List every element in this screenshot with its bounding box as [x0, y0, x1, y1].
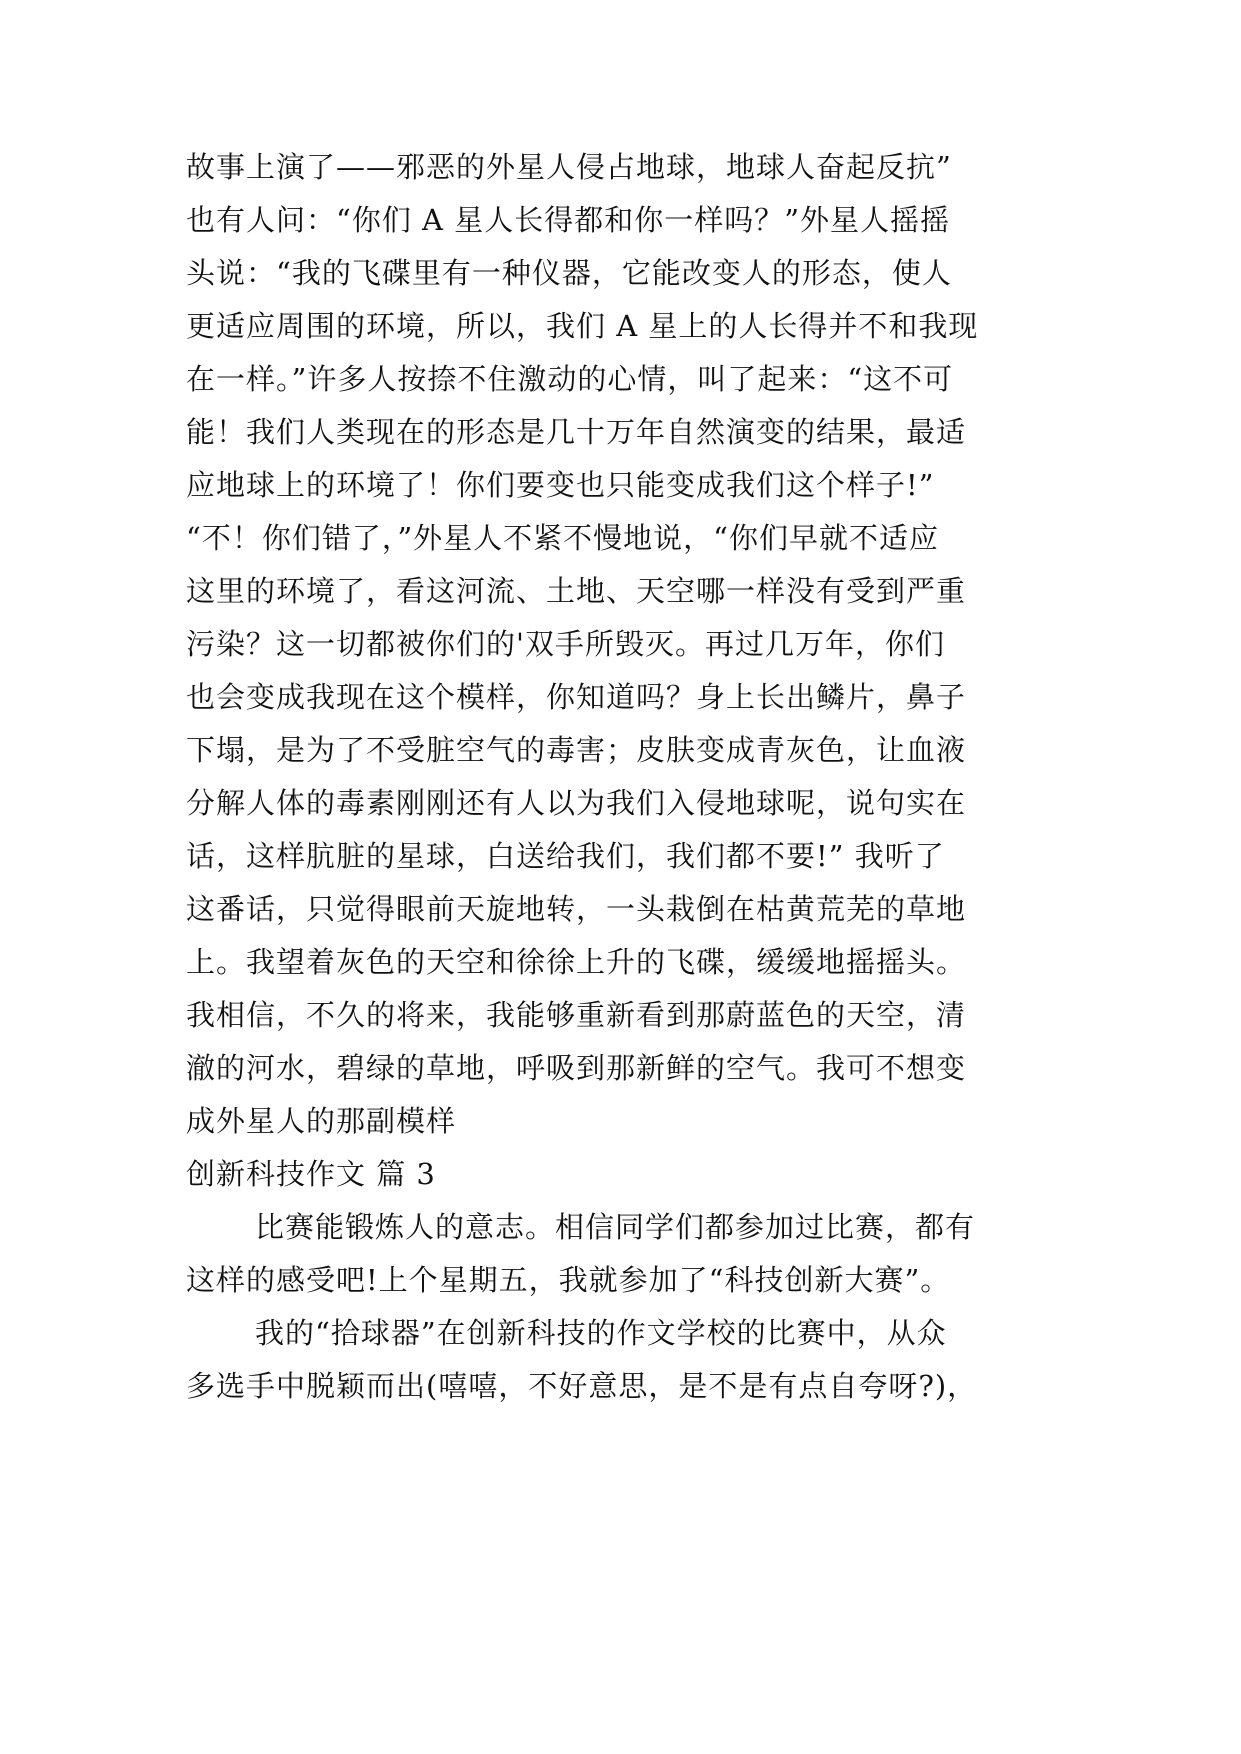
text-line: “不！你们错了，”外星人不紧不慢地说，“你们早就不适应	[186, 521, 939, 555]
text-line: 也会变成我现在这个模样，你知道吗？身上长出鳞片，鼻子	[186, 680, 967, 714]
text-line: 这番话，只觉得眼前天旋地转，一头栽倒在枯黄荒芜的草地	[186, 892, 967, 926]
text-line: 故事上演了——邪恶的外星人侵占地球，地球人奋起反抗”	[186, 150, 952, 184]
paragraph-line: 比赛能锻炼人的意志。相信同学们都参加过比赛，都有	[255, 1210, 976, 1244]
text-line: 澈的河水，碧绿的草地，呼吸到那新鲜的空气。我可不想变	[186, 1051, 967, 1085]
section-title: 创新科技作文 篇 3	[186, 1157, 436, 1191]
text-line: 能！我们人类现在的形态是几十万年自然演变的结果，最适	[186, 415, 967, 449]
text-line: 分解人体的毒素刚刚还有人以为我们入侵地球呢，说句实在	[186, 786, 967, 820]
text-line: 上。我望着灰色的天空和徐徐上升的飞碟，缓缓地摇摇头。	[186, 945, 967, 979]
text-line: 成外星人的那副模样	[186, 1104, 457, 1138]
paragraph-line: 我的“拾球器”在创新科技的作文学校的比赛中，从众	[255, 1316, 947, 1350]
text-line: 这里的环境了，看这河流、土地、天空哪一样没有受到严重	[186, 574, 967, 608]
paragraph-line: 多选手中脱颖而出(嘻嘻，不好意思，是不是有点自夸呀?)，	[186, 1369, 978, 1403]
text-line: 话，这样肮脏的星球，白送给我们，我们都不要!” 我听了	[186, 839, 945, 873]
text-line: 头说：“我的飞碟里有一种仪器，它能改变人的形态，使人	[186, 256, 952, 290]
text-line: 在一样。”许多人按捺不住激动的心情，叫了起来：“这不可	[186, 362, 954, 396]
paragraph-line: 这样的感受吧!上个星期五，我就参加了“科技创新大赛”。	[186, 1263, 951, 1297]
text-line: 也有人问：“你们 A 星人长得都和你一样吗？”外星人摇摇	[186, 203, 951, 237]
text-line: 更适应周围的环境，所以，我们 A 星上的人长得并不和我现	[186, 309, 979, 343]
text-line: 下塌，是为了不受脏空气的毒害；皮肤变成青灰色，让血液	[186, 733, 967, 767]
text-line: 应地球上的环境了！你们要变也只能变成我们这个样子!”	[186, 468, 935, 502]
text-line: 我相信，不久的将来，我能够重新看到那蔚蓝色的天空，清	[186, 998, 967, 1032]
text-line: 污染？这一切都被你们的'双手所毁灭。再过几万年，你们	[186, 627, 945, 661]
